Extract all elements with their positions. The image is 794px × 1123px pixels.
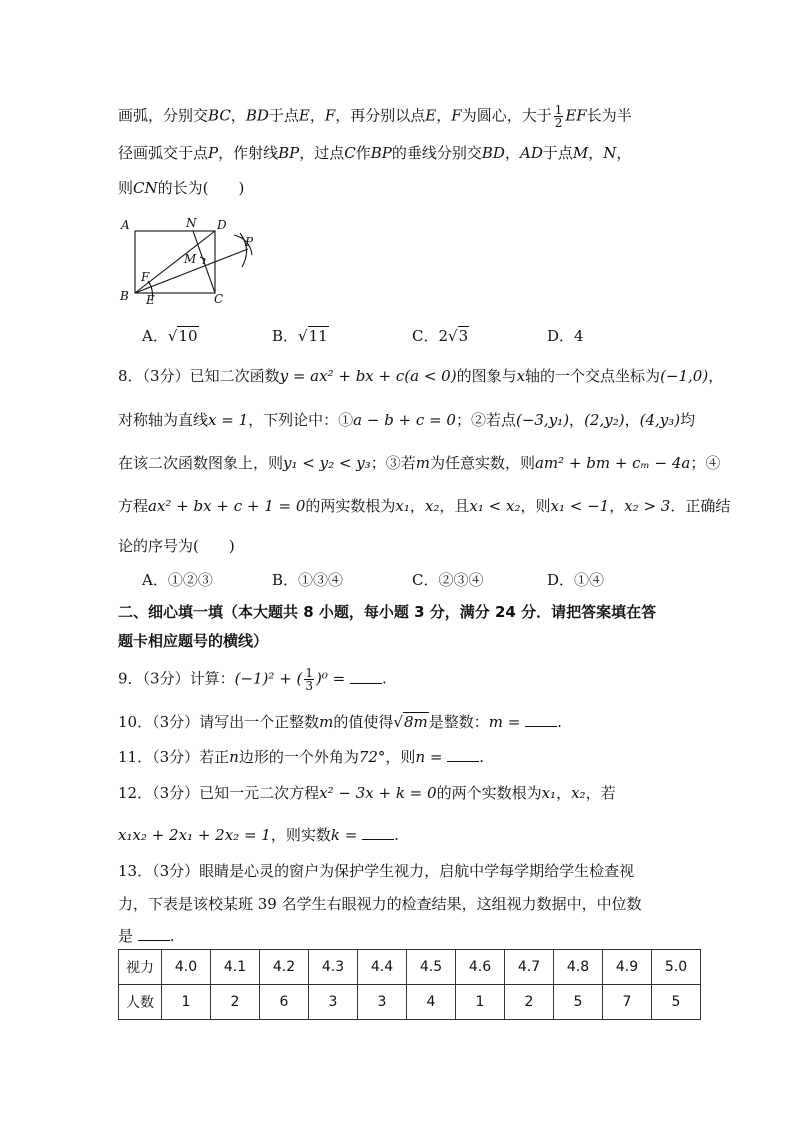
text: ， — [230, 106, 246, 125]
table-cell: 5 — [554, 985, 603, 1020]
q13-line-3 — [118, 925, 175, 947]
option-a[interactable]: A．①②③ — [142, 571, 213, 589]
text: 12．（3分）已知一元二次方程 — [118, 784, 320, 802]
table-cell: 5 — [652, 985, 701, 1020]
fraction-third — [304, 667, 314, 692]
text: 作 — [355, 144, 371, 162]
math: (2,y₂) — [584, 411, 625, 429]
text: ， — [616, 144, 632, 162]
label-e: E — [146, 293, 155, 307]
sqrt-value: 8m — [403, 713, 428, 731]
text: 的两实数根为 — [305, 497, 396, 515]
text: 在该二次函数图象上，则 — [118, 454, 284, 472]
text: 是 — [118, 927, 134, 945]
option-label: C． — [412, 327, 439, 345]
fraction-half — [554, 104, 564, 129]
text: ， — [436, 106, 452, 125]
text: . — [479, 748, 484, 766]
text: 10．（3分）请写出一个正整数 — [118, 713, 320, 731]
text: 的两个实数根为 — [436, 784, 542, 802]
text: ，若 — [585, 784, 616, 802]
text: ，作射线 — [218, 144, 279, 162]
sqrt-value: 11 — [308, 327, 328, 345]
q12-line-1 — [118, 782, 616, 804]
table-cell: 6 — [260, 985, 309, 1020]
text: 长为半 — [586, 106, 632, 125]
text: ， — [556, 784, 572, 802]
option-d[interactable]: D．①④ — [547, 571, 605, 589]
geometry-figure — [118, 215, 268, 307]
table-cell: 4 — [407, 985, 456, 1020]
text: 为任意实数，则 — [429, 454, 535, 472]
math: m — [319, 713, 334, 731]
answer-blank[interactable] — [362, 825, 394, 840]
math: x₁ — [541, 784, 557, 802]
math-f: F — [451, 106, 462, 125]
option-c[interactable]: C．2√3 — [412, 327, 469, 345]
table-cell: 4.0 — [162, 950, 211, 985]
text: . — [394, 826, 399, 844]
text: . — [557, 713, 562, 731]
math: x₁ < x₂ — [469, 497, 521, 515]
text: ，下列论中：① — [248, 411, 354, 429]
text: 的图象与 — [456, 367, 517, 385]
math: x = 1 — [208, 411, 249, 429]
math: x₂ — [424, 497, 440, 515]
q8-line-2 — [118, 409, 695, 431]
math: x₁ — [395, 497, 410, 515]
q8-line-5: 论的序号为( ) — [118, 537, 235, 555]
math: ax² + bx + c + 1 = 0 — [148, 497, 306, 515]
table-cell: 4.8 — [554, 950, 603, 985]
text: 径画弧交于点 — [118, 144, 209, 162]
math: x₂ — [571, 784, 586, 802]
text: 方程 — [118, 497, 149, 515]
table-row — [119, 985, 701, 1020]
math-ad: AD — [519, 144, 543, 162]
math: y = ax² + bx + c(a < 0) — [279, 367, 457, 385]
math: 72° — [358, 748, 386, 766]
table-cell: 1 — [456, 985, 505, 1020]
label-n: N — [186, 216, 197, 230]
fraction-denominator: 3 — [305, 679, 314, 693]
math: am² + bm + cₘ − 4a — [534, 454, 691, 472]
sqrt-value: 3 — [458, 327, 469, 345]
table-cell: 4.5 — [407, 950, 456, 985]
label-c: C — [214, 292, 224, 306]
text: 于点 — [268, 106, 299, 125]
fraction-denominator: 2 — [554, 116, 563, 130]
text: 的垂线分别交 — [391, 144, 482, 162]
text: 对称轴为直线 — [118, 411, 209, 429]
table-cell: 4.6 — [456, 950, 505, 985]
label-f: F — [141, 270, 150, 284]
option-b[interactable]: B．①③④ — [272, 571, 344, 589]
text: 是整数： — [428, 713, 489, 731]
answer-blank[interactable] — [447, 747, 479, 762]
math-e: E — [425, 106, 437, 125]
q13-line-2: 力，下表是该校某班 39 名学生右眼视力的检查结果，这组视力数据中，中位数 — [118, 895, 642, 913]
text: ， — [609, 497, 625, 515]
math: )⁰ = — [316, 669, 346, 688]
table-header-cell: 人数 — [119, 985, 162, 1020]
vision-table — [118, 949, 701, 1020]
math: a − b + c = 0 — [353, 411, 456, 429]
answer-blank[interactable] — [350, 669, 382, 684]
math: m = — [488, 713, 521, 731]
math-p: P — [208, 144, 219, 162]
math: m — [415, 454, 430, 472]
math-cn: CN — [133, 179, 158, 197]
text: 的值使得 — [333, 713, 394, 731]
math-m: M — [572, 144, 589, 162]
q13-line-1: 13．（3分）眼睛是心灵的窗户为保护学生视力，启航中学每学期给学生检查视 — [118, 862, 635, 880]
math: n = — [415, 748, 443, 766]
table-cell: 2 — [211, 985, 260, 1020]
text: ， — [624, 411, 640, 429]
q8-line-4 — [118, 495, 730, 517]
table-cell: 3 — [309, 985, 358, 1020]
math: (−1,0) — [660, 367, 709, 385]
option-value: 4 — [574, 327, 584, 345]
answer-blank[interactable] — [525, 712, 557, 727]
text: ．正确结 — [670, 497, 731, 515]
text: ，过点 — [299, 144, 345, 162]
q9 — [118, 667, 387, 692]
text: 9．（3分）计算： — [118, 669, 235, 688]
section-heading-line-1: 二、细心填一填（本大题共 8 小题，每小题 3 分，满分 24 分．请把答案填在答 — [118, 603, 657, 621]
text: ， — [309, 106, 325, 125]
fraction-numerator: 1 — [554, 103, 563, 117]
math-n: N — [603, 144, 617, 162]
text: ， — [409, 497, 425, 515]
math: (−3,y₁) — [515, 411, 570, 429]
math-bp: BP — [370, 144, 392, 162]
text: 画弧，分别交 — [118, 106, 209, 125]
text: ；③若 — [370, 454, 416, 472]
math: (4,y₃) — [639, 411, 681, 429]
q7-line-2 — [118, 142, 631, 164]
table-cell: 7 — [603, 985, 652, 1020]
math: x — [516, 367, 526, 385]
option-label: A． — [142, 327, 168, 345]
table-cell: 4.7 — [505, 950, 554, 985]
q8-line-3 — [118, 452, 720, 474]
label-p: P — [245, 235, 254, 249]
text: ，则 — [385, 748, 416, 766]
text: 11．（3分）若正 — [118, 748, 230, 766]
math: y₁ < y₂ < y₃ — [283, 454, 371, 472]
q7-line-1 — [118, 104, 632, 129]
math: x² − 3x + k = 0 — [319, 784, 437, 802]
table-cell: 2 — [505, 985, 554, 1020]
text: ；②若点 — [455, 411, 516, 429]
option-label: D． — [547, 327, 575, 345]
text: . — [169, 927, 175, 945]
text: . — [382, 669, 387, 688]
sqrt-value: 10 — [178, 327, 198, 345]
text: ， — [504, 144, 520, 162]
table-cell: 4.3 — [309, 950, 358, 985]
label-b: B — [120, 289, 129, 303]
math-c: C — [344, 144, 356, 162]
q10: 10．（3分）请写出一个正整数m的值使得√8m是整数：m = . — [118, 713, 562, 731]
text: 均 — [680, 411, 696, 429]
text: 的长为( ) — [157, 179, 245, 197]
table-cell: 5.0 — [652, 950, 701, 985]
section-heading-line-2: 题卡相应题号的横线） — [118, 632, 269, 650]
table-cell: 4.4 — [358, 950, 407, 985]
option-b[interactable]: B．√11 — [272, 327, 328, 345]
math: x₁x₂ + 2x₁ + 2x₂ = 1 — [118, 826, 271, 844]
table-row — [119, 950, 701, 985]
text: ，且 — [439, 497, 470, 515]
label-d: D — [217, 218, 227, 232]
label-a: A — [121, 218, 130, 232]
q7-line-3 — [118, 177, 244, 199]
text: ， — [569, 411, 585, 429]
q11 — [118, 746, 484, 768]
table-cell: 1 — [162, 985, 211, 1020]
coefficient: 2 — [438, 327, 449, 345]
text: 则 — [118, 179, 134, 197]
math: n — [229, 748, 239, 766]
option-d[interactable] — [547, 325, 584, 347]
text: 轴的一个交点坐标为 — [525, 367, 661, 385]
text: 于点 — [542, 144, 573, 162]
math: k = — [330, 826, 358, 844]
option-c[interactable]: C．②③④ — [412, 571, 484, 589]
math: x₁ < −1 — [550, 497, 610, 515]
table-cell: 4.2 — [260, 950, 309, 985]
text: ，则 — [520, 497, 551, 515]
math-e: E — [298, 106, 310, 125]
math: x₂ > 3 — [624, 497, 671, 515]
option-label: B． — [272, 327, 299, 345]
math-bp: BP — [278, 144, 300, 162]
fraction-numerator: 1 — [305, 666, 314, 680]
text: 为圆心，大于 — [461, 106, 552, 125]
table-cell: 4.9 — [603, 950, 652, 985]
math-bc: BC — [208, 106, 231, 125]
text: ；④ — [690, 454, 721, 472]
label-m: M — [184, 252, 197, 266]
text: ，再分别以点 — [335, 106, 426, 125]
text: 边形的一个外角为 — [238, 748, 359, 766]
table-cell: 3 — [358, 985, 407, 1020]
text: ，则实数 — [270, 826, 331, 844]
option-a[interactable]: A．√10 — [142, 327, 198, 345]
q12-line-2 — [118, 824, 399, 846]
math: (−1)² + ( — [234, 669, 303, 688]
math-f: F — [324, 106, 336, 125]
text: 8．（3分）已知二次函数 — [118, 367, 280, 385]
table-cell: 4.1 — [211, 950, 260, 985]
table-header-cell: 视力 — [119, 950, 162, 985]
math-bd: BD — [481, 144, 505, 162]
text: ， — [708, 367, 724, 385]
answer-blank[interactable] — [138, 926, 170, 941]
text: ， — [588, 144, 604, 162]
math-ef: EF — [565, 106, 587, 125]
q8-line-1 — [118, 365, 723, 387]
math-bd: BD — [245, 106, 269, 125]
